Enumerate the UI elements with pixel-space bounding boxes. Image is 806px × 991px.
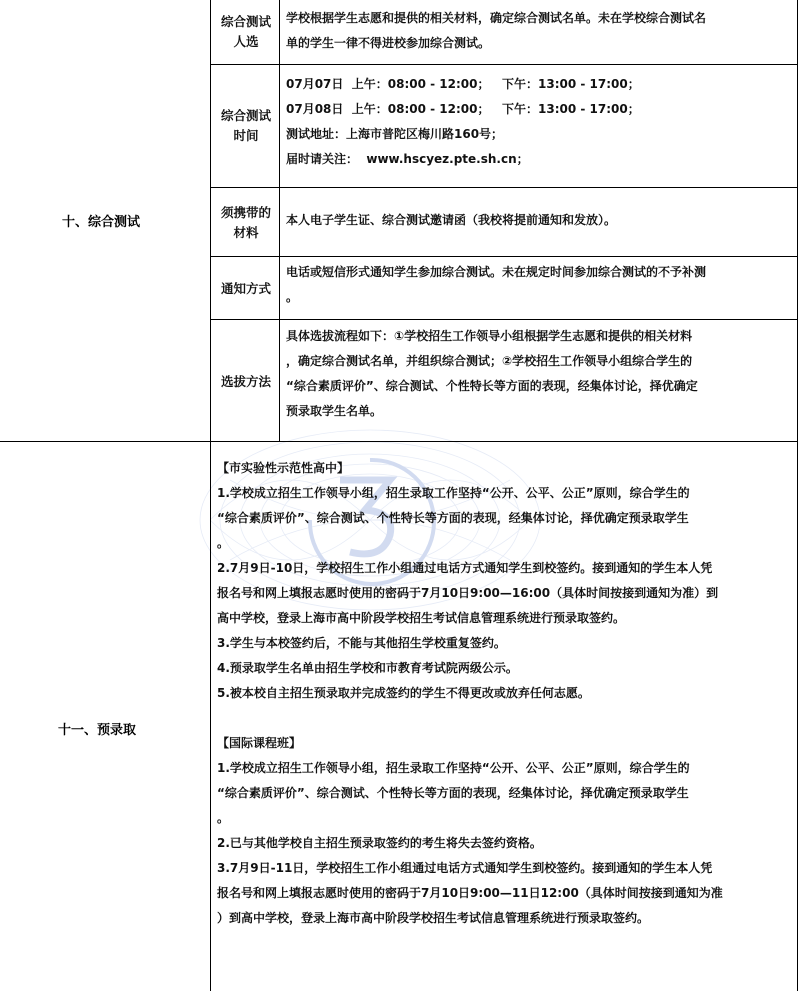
section-title-11: 十一、预录取 <box>58 723 137 738</box>
row-content-materials <box>286 208 796 233</box>
content-line: 3.7月9日-11日，学校招生工作小组通过电话方式通知学生到校签约。接到通知的学生本人凭 <box>217 861 713 875</box>
table-border <box>210 0 211 441</box>
section-title-10: 十、综合测试 <box>62 215 141 230</box>
row-content-candidates <box>286 6 796 56</box>
row-content-time <box>286 72 796 172</box>
blank-line <box>217 706 799 731</box>
table-border <box>0 441 798 442</box>
table-border <box>210 256 798 257</box>
content-line: 报名号和网上填报志愿时使用的密码于7月10日9:00—11日12:00（具体时间按接到通知为准 <box>217 886 723 900</box>
content-line: 4.预录取学生名单由招生学校和市教育考试院两级公示。 <box>217 661 518 675</box>
content-line: 2.7月9日-10日，学校招生工作小组通过电话方式通知学生到校签约。接到通知的学生本人凭 <box>217 561 713 575</box>
content-line: 具体选拔流程如下：①学校招生工作领导小组根据学生志愿和提供的相关材料 <box>286 329 693 343</box>
content-line: 届时请关注： www.hscyez.pte.sh.cn； <box>286 152 529 166</box>
table-border <box>210 441 211 991</box>
content-line: ，确定综合测试名单，并组织综合测试；②学校招生工作领导小组综合学生的 <box>286 354 693 368</box>
content-line: 5.被本校自主招生预录取并完成签约的学生不得更改或放弃任何志愿。 <box>217 686 590 700</box>
heading-municipal-school: 【市实验性示范性高中】 <box>217 461 350 475</box>
row-content-selection <box>286 324 796 424</box>
content-line: 学校根据学生志愿和提供的相关材料，确定综合测试名单。未在学校综合测试名 <box>286 11 707 25</box>
content-line: ）到高中学校，登录上海市高中阶段学校招生考试信息管理系统进行预录取签约。 <box>217 911 650 925</box>
content-line: 测试地址：上海市普陀区梅川路160号； <box>286 127 504 141</box>
heading-international-class: 【国际课程班】 <box>217 736 302 750</box>
row-label-materials: 须携带的 材料 <box>220 205 271 240</box>
row-label-notification: 通知方式 <box>220 281 271 296</box>
content-line: 单的学生一律不得进校参加综合测试。 <box>286 36 491 50</box>
content-line: “综合素质评价”、综合测试、个性特长等方面的表现，经集体讨论，择优确定 <box>286 379 698 393</box>
row-content-notification <box>286 260 796 310</box>
section-11-content <box>217 456 799 931</box>
row-label-time: 综合测试 时间 <box>220 108 271 143</box>
content-line: 1.学校成立招生工作领导小组，招生录取工作坚持“公开、公平、公正”原则，综合学生的 <box>217 761 690 775</box>
content-line: 高中学校，登录上海市高中阶段学校招生考试信息管理系统进行预录取签约。 <box>217 611 626 625</box>
content-line: “综合素质评价”、综合测试、个性特长等方面的表现，经集体讨论，择优确定预录取学生 <box>217 511 689 525</box>
content-line: 3.学生与本校签约后，不能与其他招生学校重复签约。 <box>217 636 506 650</box>
table-border <box>210 319 798 320</box>
content-line: 。 <box>286 290 299 304</box>
table-border <box>210 64 798 65</box>
content-line: 1.学校成立招生工作领导小组，招生录取工作坚持“公开、公平、公正”原则，综合学生的 <box>217 486 690 500</box>
table-border <box>210 187 798 188</box>
table-border <box>797 0 798 441</box>
content-line: “综合素质评价”、综合测试、个性特长等方面的表现，经集体讨论，择优确定预录取学生 <box>217 786 689 800</box>
content-line: 07月08日 上午：08:00 - 12:00； 下午：13:00 - 17:00； <box>286 102 640 116</box>
row-label-candidates: 综合测试 人选 <box>220 14 271 49</box>
content-line: 2.已与其他学校自主招生预录取签约的考生将失去签约资格。 <box>217 836 542 850</box>
content-line: 电话或短信形式通知学生参加综合测试。未在规定时间参加综合测试的不予补测 <box>286 265 707 279</box>
content-line: 报名号和网上填报志愿时使用的密码于7月10日9:00—16:00（具体时间按接到通知为准）到 <box>217 586 719 600</box>
row-label-selection: 选拔方法 <box>220 374 271 389</box>
content-line: 。 <box>217 811 230 825</box>
content-line: 07月07日 上午：08:00 - 12:00； 下午：13:00 - 17:00； <box>286 77 640 91</box>
content-line: 本人电子学生证、综合测试邀请函（我校将提前通知和发放）。 <box>286 213 617 227</box>
content-line: 。 <box>217 536 230 550</box>
content-line: 预录取学生名单。 <box>286 404 383 418</box>
